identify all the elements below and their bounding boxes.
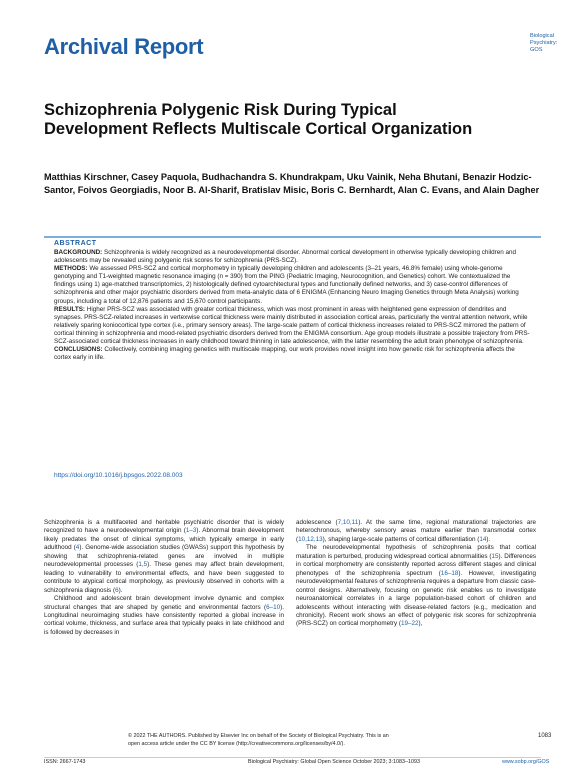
abstract-section-label: BACKGROUND:: [54, 249, 103, 256]
abstract-section-text: Higher PRS-SCZ was associated with greater cortical thickness, which was most prominent in areas with heightened gene expression of dendrites and synapses. PRS-SCZ-related increases in vertexwise cortical thickness were mainly distributed in association cortical areas, particularly the ventral attention network, while relatively sparing koniocortical type cortex (i.e., primary sensory areas). The large-scale pattern of cortical thickness increases related to PRS-SCZ mirrored the pattern of cortical thinning in schizophrenia and mood-related psychiatric disorders derived from the ENIGMA consortium. Age group models illustrate a possible trajectory from PRS-SCZ-associated cortical thickness increases in early childhood toward thinning in late adolescence, with the latter resembling the adult brain phenotype of schizophrenia.: [54, 305, 530, 346]
body-text: ),: [418, 620, 423, 628]
body-text: The neurodevelopmental hypothesis of schizophrenia posits that cortical maturation is perturbed, producing widespread cortical abnormalities (: [296, 544, 536, 560]
body-text: adolescence (: [296, 519, 338, 526]
journal-website-link[interactable]: www.sobp.org/GOS: [502, 759, 550, 765]
citation-link[interactable]: 6–10: [266, 603, 281, 611]
author-list: Matthias Kirschner, Casey Paquola, Budhachandra S. Khundrakpam, Uku Vainik, Neha Bhutani, Benazir Hodzic-Santor, Foivos Georgiadis, Noor B. Al-Sharif, Bratislav Misic, Boris C. Bernhardt, Alan C. Evans, and Alain Dagher: [44, 172, 540, 195]
body-text: Childhood and adolescent brain development involve dynamic and complex structural changes that are shaped by genetic and environmental factors (: [44, 595, 284, 611]
journal-badge: [530, 33, 576, 53]
abstract-heading: ABSTRACT: [54, 240, 97, 247]
body-column-right: [296, 519, 536, 629]
citation-link[interactable]: 19–22: [400, 620, 419, 628]
abstract-body: [54, 249, 532, 362]
body-text: ). Differences in cortical morphometry are consistently reported across different stages and clinical phenotypes of the schizophrenia spectrum (: [296, 552, 536, 577]
body-text: ). Longitudinal neuroimaging studies have consistently reported a global increase in cortical volume, thickness, and surface area that typically peaks in late childhood and is followed by decreases in: [44, 603, 284, 636]
citation-link[interactable]: 15: [491, 552, 499, 560]
page-number: 1083: [538, 733, 552, 739]
body-text: ). Abnormal brain development likely predates the onset of clinical symptoms, which typically emerge in early adulthood (: [44, 527, 284, 552]
journal-badge-line: Biological: [530, 33, 554, 39]
citation-link[interactable]: 1–3: [185, 527, 197, 535]
body-paragraph: [296, 519, 536, 544]
abstract-section-label: CONCLUSIONS:: [54, 346, 103, 354]
abstract-section: [54, 346, 532, 362]
journal-badge-line: Psychiatry:: [530, 39, 558, 46]
issn: ISSN: 2667-1743: [44, 759, 86, 765]
copyright-line: open access article under the CC BY license (http://creativecommons.org/licenses/by/4.0/).: [128, 740, 345, 747]
copyright-notice: [128, 733, 528, 748]
body-text: ). However, investigating neurodevelopmental features of schizophrenia requires a departure from classic case-control designs. Alternatively, focusing on genetic risk enables us to investigate neuroanatomical correlates in a large population-based cohort of children and adolescents without interacting with disease-related factors (e.g., medication and chronicity). Recent work shows an effect of polygenic risk scores for schizophrenia (PRS-SCZ) on cortical morphometry (: [296, 569, 536, 628]
body-text: Schizophrenia is a multifaceted and heritable psychiatric disorder that is widely recognized to have a neurodevelopmental origin (: [44, 519, 284, 535]
body-text: ). These genes may affect brain development, leading to vulnerability to environmental effects, and have been suggested to contribute to atypical cortical morphology, as previously observed in cohorts with a schizophrenia diagnosis (: [44, 561, 284, 594]
citation-link[interactable]: 6: [115, 586, 119, 594]
body-text: ). Genome-wide association studies (GWASs) support this hypothesis by showing that schizophrenia-related genes are involved in multiple neurodevelopmental processes (: [44, 544, 284, 569]
citation-link[interactable]: 4: [75, 544, 80, 552]
abstract-section: [54, 249, 532, 265]
doi-link[interactable]: https://doi.org/10.1016/j.bpsgos.2022.08.003: [54, 472, 183, 479]
article-title: Schizophrenia Polygenic Risk During Typical Development Reflects Multiscale Cortical Organization: [44, 101, 473, 138]
abstract-section: [54, 265, 532, 305]
citation-link[interactable]: 16–18: [440, 569, 459, 577]
body-paragraph: [296, 544, 536, 629]
body-text: ). At the same time, regional maturational trajectories are heterochronous, whereby sensory areas mature earlier than transmodal cortex (: [296, 519, 536, 543]
citation-link[interactable]: 7,10,11: [337, 519, 359, 526]
abstract-section-text: Schizophrenia is widely recognized as a neurodevelopmental disorder. Abnormal cortical development in otherwise typically developing children and adolescents may be revealed using polygenic risk scores for schizophrenia (PRS-SCZ).: [54, 249, 517, 265]
body-text: ).: [486, 535, 491, 543]
body-column-left: [44, 519, 284, 637]
citation-link[interactable]: 10,12,13: [298, 535, 323, 543]
body-paragraph: [44, 595, 284, 637]
abstract-section-text: Collectively, combining imaging genetics with multiscale mapping, our work provides novel insight into how genetic risk for schizophrenia affects the cortex early in life.: [54, 346, 515, 362]
copyright-line: © 2022 THE AUTHORS. Published by Elsevier Inc on behalf of the Society of Biological Psychiatry. This is an: [128, 733, 389, 739]
abstract-section-text: We assessed PRS-SCZ and cortical morphometry in typically developing children and adolescents (3–21 years, 46.8% female) using whole-genome genotyping and T1-weighted magnetic resonance imaging (n = 390) from the PING (Pediatric Imaging, Neurocognition, and Genetics) cohort. We contextualized the findings using 1) age-matched transcriptomics, 2) histologically defined cytoarchitectural types and functionally defined networks, and 3) case-control differences of schizophrenia and other major psychiatric disorders derived from meta-analytic data of 6 ENIGMA (Enhancing Neuro Imaging Genetics through Meta Analysis) working groups, including a total of 12,876 patients and 15,670 control participants.: [54, 265, 519, 305]
section-label: Archival Report: [44, 34, 204, 59]
journal-citation: Biological Psychiatry: Global Open Science October 2023; 3:1083–1093: [248, 759, 421, 765]
body-text: ), shaping large-scale patterns of cortical differentiation (: [322, 535, 480, 543]
body-text: ).: [118, 586, 123, 594]
footer-divider: [44, 757, 541, 758]
journal-badge-line: GOS: [530, 46, 543, 53]
abstract-section-label: RESULTS:: [54, 305, 86, 313]
citation-link[interactable]: 1,5: [138, 561, 148, 569]
body-paragraph: [44, 519, 284, 595]
abstract-section: [54, 306, 532, 346]
abstract-section-label: METHODS:: [54, 265, 88, 273]
citation-link[interactable]: 14: [479, 535, 487, 543]
